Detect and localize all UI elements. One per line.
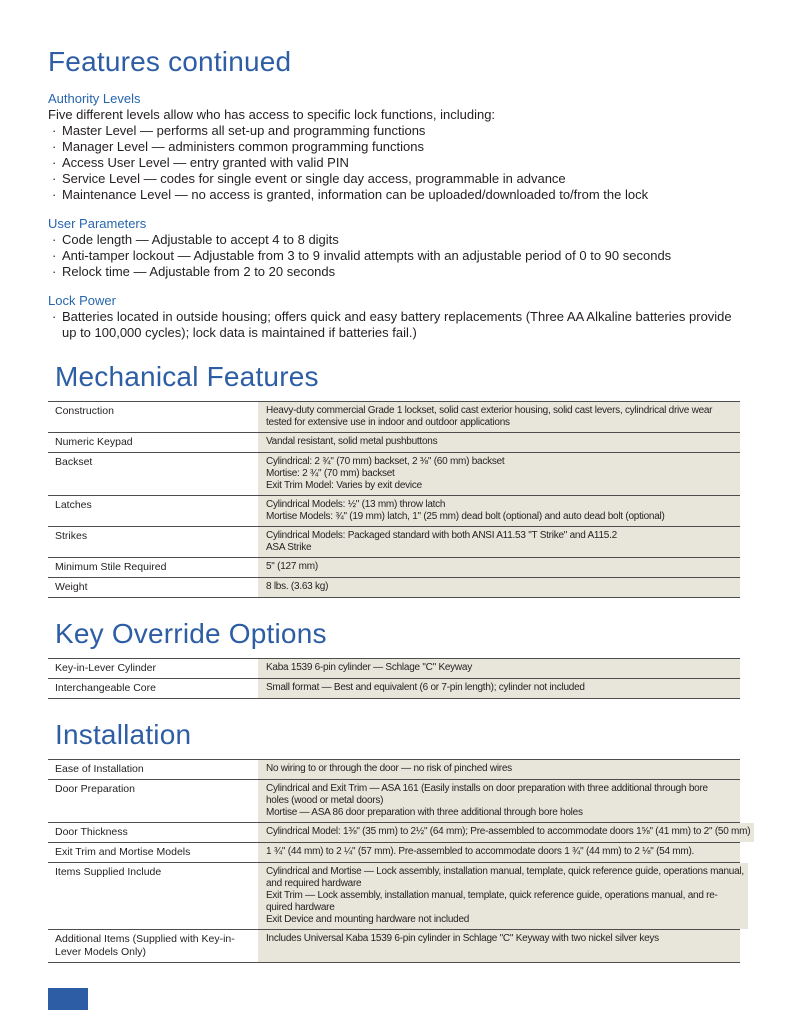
table-row — [48, 432, 740, 452]
spec-value-line: Includes Universal Kaba 1539 6-pin cylinder in Schlage "C" Keyway with two nickel silver keys — [266, 933, 659, 944]
spec-value — [258, 402, 740, 432]
spec-value — [258, 558, 740, 577]
section-title: Mechanical Features — [55, 361, 319, 392]
spec-value — [258, 843, 740, 862]
spec-label: Minimum Stile Required — [48, 558, 258, 577]
spec-value-line: Cylindrical Models: ½" (13 mm) throw latch — [266, 499, 446, 510]
spec-value — [258, 496, 740, 526]
table-row — [48, 862, 744, 929]
table-row — [48, 577, 740, 597]
spec-value — [258, 863, 748, 929]
spec-value-line: 5" (127 mm) — [266, 561, 318, 572]
bullet-item — [48, 187, 740, 203]
table-row — [48, 842, 740, 862]
bullet-text: Manager Level — administers common programming functions — [62, 139, 424, 154]
group-heading: Authority Levels — [48, 91, 141, 106]
spec-label: Latches — [48, 496, 258, 526]
table-row — [48, 929, 740, 962]
spec-label: Interchangeable Core — [48, 679, 258, 698]
spec-table — [48, 759, 751, 963]
section-title: Installation — [55, 719, 192, 750]
bullet-text: Code length — Adjustable to accept 4 to 8 digits — [62, 232, 339, 247]
spec-label: Additional Items (Supplied with Key-in-Lever Models Only) — [48, 930, 258, 962]
spec-section — [48, 618, 740, 699]
spec-label: Weight — [48, 578, 258, 597]
table-row — [48, 452, 740, 495]
page-title: Features continued — [48, 46, 292, 77]
spec-value-line: Heavy-duty commercial Grade 1 lockset, solid cast exterior housing, solid cast levers, cylindrical drive wear — [266, 405, 713, 416]
spec-value-line: Cylindrical: 2 ¾" (70 mm) backset, 2 ⅜" (60 mm) backset — [266, 456, 505, 467]
spec-label: Numeric Keypad — [48, 433, 258, 452]
bullet-icon: · — [52, 187, 57, 202]
spec-table — [48, 401, 740, 598]
spec-label: Strikes — [48, 527, 258, 557]
spec-value-line: Mortise: 2 ¾" (70 mm) backset — [266, 468, 395, 479]
spec-label: Backset — [48, 453, 258, 495]
spec-value-line: Cylindrical and Mortise — Lock assembly, installation manual, template, quick reference guide, operations manual, — [266, 866, 744, 877]
spec-value-line: holes (wood or metal doors) — [266, 795, 384, 806]
spec-value-line: Cylindrical Model: 1⅜" (35 mm) to 2½" (64 mm); Pre-assembled to accommodate doors 1⅝" (41 mm) to 2" (50 mm) — [266, 826, 751, 837]
table-row — [48, 779, 740, 822]
bullet-item — [48, 264, 740, 280]
spec-value — [258, 679, 740, 698]
bullet-icon: · — [52, 171, 57, 186]
spec-value-line: Cylindrical Models: Packaged standard with both ANSI A11.53 "T Strike" and A115.2 — [266, 530, 617, 541]
spec-value — [258, 453, 740, 495]
feature-group — [48, 216, 740, 280]
table-row — [48, 495, 740, 526]
bullet-text: Service Level — codes for single event or single day access, programmable in advance — [62, 171, 566, 186]
spec-value — [258, 527, 740, 557]
brand-logo-block — [48, 988, 88, 1010]
bullet-item — [48, 171, 740, 187]
spec-label: Construction — [48, 402, 258, 432]
spec-value-line: Exit Device and mounting hardware not included — [266, 914, 470, 925]
spec-value — [258, 930, 740, 962]
spec-label: Items Supplied Include — [48, 863, 258, 929]
bullet-icon: · — [52, 232, 57, 247]
table-row — [48, 557, 740, 577]
spec-section — [48, 361, 740, 598]
spec-value-line: tested for extensive use in indoor and outdoor applications — [266, 417, 510, 428]
features-section — [48, 46, 740, 341]
spec-value — [258, 578, 740, 597]
spec-value-line: Small format — Best and equivalent (6 or 7-pin length); cylinder not included — [266, 682, 585, 693]
group-intro-text: Five different levels allow who has access to specific lock functions, including: — [48, 107, 496, 122]
table-row — [48, 526, 740, 557]
bullet-item — [48, 123, 740, 139]
feature-group — [48, 293, 740, 341]
bullet-item — [48, 309, 740, 341]
group-heading: Lock Power — [48, 293, 116, 308]
spec-label: Door Preparation — [48, 780, 258, 822]
spec-value-line: Exit Trim Model: Varies by exit device — [266, 480, 422, 491]
spec-label: Exit Trim and Mortise Models — [48, 843, 258, 862]
spec-sections — [48, 361, 751, 963]
spec-label: Door Thickness — [48, 823, 258, 842]
section-title: Key Override Options — [55, 618, 327, 649]
spec-value-line: 8 lbs. (3.63 kg) — [266, 581, 329, 592]
spec-label: Key-in-Lever Cylinder — [48, 659, 258, 678]
spec-value-line: Exit Trim — Lock assembly, installation manual, template, quick reference guide, operations manual, and re- — [266, 890, 718, 901]
spec-value-line: No wiring to or through the door — no risk of pinched wires — [266, 763, 512, 774]
bullet-text: Relock time — Adjustable from 2 to 20 seconds — [62, 264, 336, 279]
bullet-text: Anti-tamper lockout — Adjustable from 3 to 9 invalid attempts with an adjustable period of 0 to 90 seconds — [62, 248, 672, 263]
spec-value — [258, 823, 754, 842]
spec-value-line: and required hardware — [266, 878, 362, 889]
bullet-icon: · — [52, 123, 57, 138]
spec-table — [48, 658, 740, 699]
bullet-icon: · — [52, 139, 57, 154]
bullet-text: Maintenance Level — no access is granted, information can be uploaded/downloaded to/from the lock — [62, 187, 649, 202]
spec-value-line: Cylindrical and Exit Trim — ASA 161 (Easily installs on door preparation with three additional through bore — [266, 783, 708, 794]
bullet-text: Access User Level — entry granted with valid PIN — [62, 155, 349, 170]
bullet-icon: · — [52, 248, 57, 263]
spec-value-line: quired hardware — [266, 902, 335, 913]
table-row — [48, 678, 740, 698]
bullet-item — [48, 248, 740, 264]
spec-value-line: ASA Strike — [266, 542, 312, 553]
table-row — [48, 822, 751, 842]
spec-value-line: Kaba 1539 6-pin cylinder — Schlage "C" Keyway — [266, 662, 472, 673]
group-heading: User Parameters — [48, 216, 147, 231]
spec-value-line: Mortise Models: ¾" (19 mm) latch, 1" (25 mm) dead bolt (optional) and auto dead bolt (optional) — [266, 511, 665, 522]
spec-value — [258, 659, 740, 678]
bullet-text: Batteries located in outside housing; offers quick and easy battery replacements (Three AA Alkaline batteries provide up to 100,000 cycles); lock data is maintained if batteries fail.) — [62, 309, 732, 340]
bullet-item — [48, 232, 740, 248]
spec-value-line: Vandal resistant, solid metal pushbuttons — [266, 436, 438, 447]
spec-value-line: 1 ¾" (44 mm) to 2 ¼" (57 mm). Pre-assembled to accommodate doors 1 ¾" (44 mm) to 2 ⅛" (54 mm). — [266, 846, 695, 857]
table-row — [48, 658, 740, 678]
spec-value — [258, 780, 740, 822]
feature-group — [48, 91, 740, 203]
spec-label: Ease of Installation — [48, 760, 258, 779]
bullet-item — [48, 155, 740, 171]
bullet-item — [48, 139, 740, 155]
feature-groups — [48, 91, 740, 341]
bullet-text: Master Level — performs all set-up and programming functions — [62, 123, 426, 138]
bullet-icon: · — [52, 309, 57, 324]
table-row — [48, 759, 740, 779]
table-row — [48, 401, 740, 432]
bullet-icon: · — [52, 264, 57, 279]
spec-value-line: Mortise — ASA 86 door preparation with three additional through bore holes — [266, 807, 583, 818]
spec-value — [258, 433, 740, 452]
bullet-icon: · — [52, 155, 57, 170]
spec-section — [48, 719, 751, 963]
spec-value — [258, 760, 740, 779]
